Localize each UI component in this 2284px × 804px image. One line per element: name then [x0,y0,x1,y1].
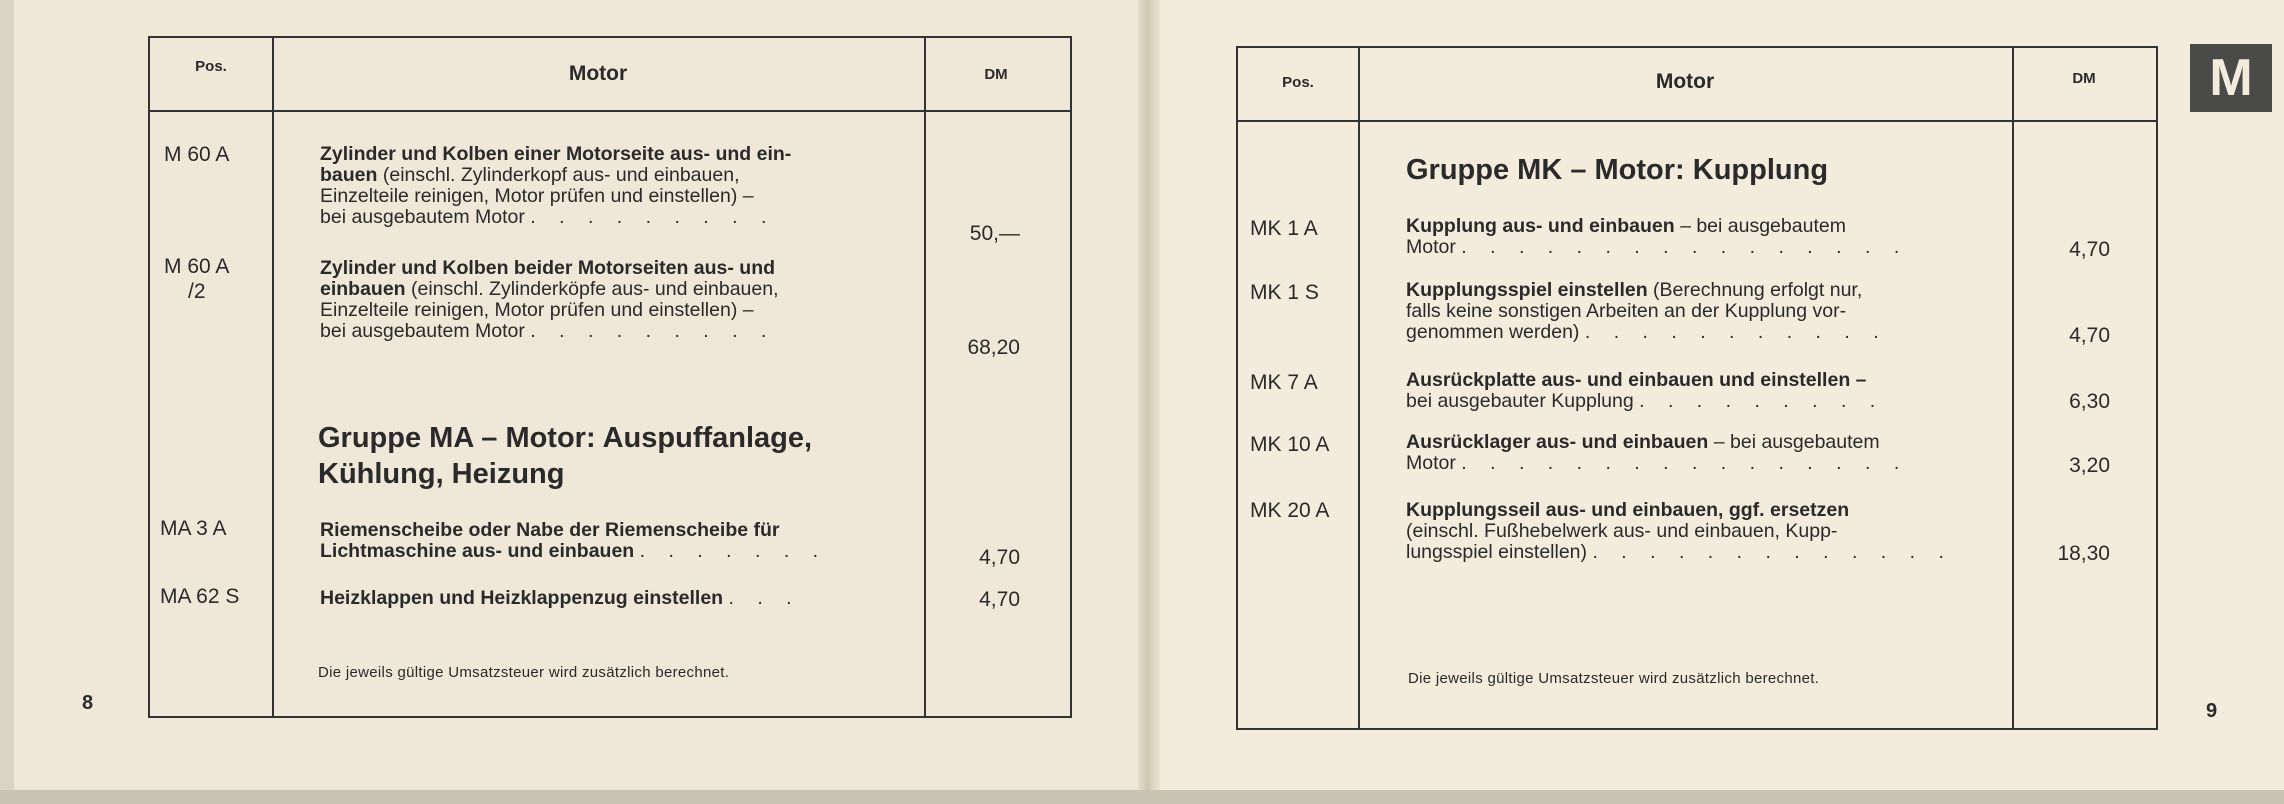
left-header-pos: Pos. [195,58,227,75]
right-entry-5-pos: MK 20 A [1250,499,1330,522]
right-entry-1-price: 4,70 [2069,238,2110,261]
left-group-title: Gruppe MA – Motor: Auspuffanlage, Kühlung, Heizung [318,422,813,490]
right-entry-4-price: 3,20 [2069,454,2110,477]
right-group-title: Gruppe MK – Motor: Kupplung [1406,154,1829,186]
left-entry-1-pos: M 60 A [164,143,230,166]
right-entry-4-desc: Ausrücklager aus- und einbauen – bei ausgebautem Motor . . . . . . . . . . . . . . . . [1406,431,1909,474]
left-entry-2-desc: Zylinder und Kolben beider Motorseiten aus- und einbauen (einschl. Zylinderköpfe aus- und einbauen, Einzelteile reinigen, Motor prüfen und einstellen) – bei ausgebautem Motor . . . . . . . . . [320,257,779,342]
left-entry-2-pos: M 60 A /2 [164,255,230,303]
left-group-entry-1-pos: MA 3 A [160,517,227,540]
page-edge [0,790,2284,804]
right-entry-5-desc: Kupplungsseil aus- und einbauen, ggf. ersetzen (einschl. Fußhebelwerk aus- und einbauen, Kupp- lungsspiel einstellen) . . . . . . . . . . . . . [1406,499,1953,563]
right-entry-2-price: 4,70 [2069,324,2110,347]
right-entry-3-desc: Ausrückplatte aus- und einbauen und einstellen – bei ausgebauter Kupplung . . . . . . . . . [1406,369,1885,412]
left-group-entry-2-price: 4,70 [979,588,1020,611]
left-page-number: 8 [82,692,94,714]
right-tax-note: Die jeweils gültige Umsatzsteuer wird zusätzlich berechnet. [1408,670,1820,687]
left-group-entry-2-pos: MA 62 S [160,585,240,608]
book-gutter [1138,0,1160,790]
right-page-number: 9 [2206,700,2218,722]
right-entry-5-price: 18,30 [2057,542,2110,565]
section-tab-letter: M [2190,44,2272,112]
right-entry-3-pos: MK 7 A [1250,371,1318,394]
left-price-table [148,36,1072,718]
left-tax-note: Die jeweils gültige Umsatzsteuer wird zusätzlich berechnet. [318,664,730,681]
right-entry-3-price: 6,30 [2069,390,2110,413]
left-header-currency: DM [984,66,1008,83]
left-header-title: Motor [568,62,628,85]
right-entry-4-pos: MK 10 A [1250,433,1330,456]
right-header-currency: DM [2072,70,2096,87]
right-header-pos: Pos. [1282,74,1314,91]
left-entry-1-desc: Zylinder und Kolben einer Motorseite aus- und ein- bauen (einschl. Zylinderkopf aus- und einbauen, Einzelteile reinigen, Motor prüfen und einstellen) – bei ausgebautem Motor . . . . . . . . . [320,143,792,228]
right-entry-2-pos: MK 1 S [1250,281,1319,304]
left-group-entry-2-desc: Heizklappen und Heizklappenzug einstellen . . . [320,587,801,609]
right-header-title: Motor [1655,70,1715,93]
left-entry-1-price: 50,— [969,222,1020,245]
left-group-entry-1-price: 4,70 [979,546,1020,569]
left-group-entry-1-desc: Riemenscheibe oder Nabe der Riemenscheibe für Lichtmaschine aus- und einbauen . . . . . . . [320,519,828,562]
left-entry-2-price: 68,20 [967,336,1020,359]
right-entry-1-desc: Kupplung aus- und einbauen – bei ausgebautem Motor . . . . . . . . . . . . . . . . [1406,215,1909,258]
right-entry-1-pos: MK 1 A [1250,217,1318,240]
right-entry-2-desc: Kupplungsspiel einstellen (Berechnung erfolgt nur, falls keine sonstigen Arbeiten an der Kupplung vor- genommen werden) . . . . . . . . . . . [1406,279,1888,343]
